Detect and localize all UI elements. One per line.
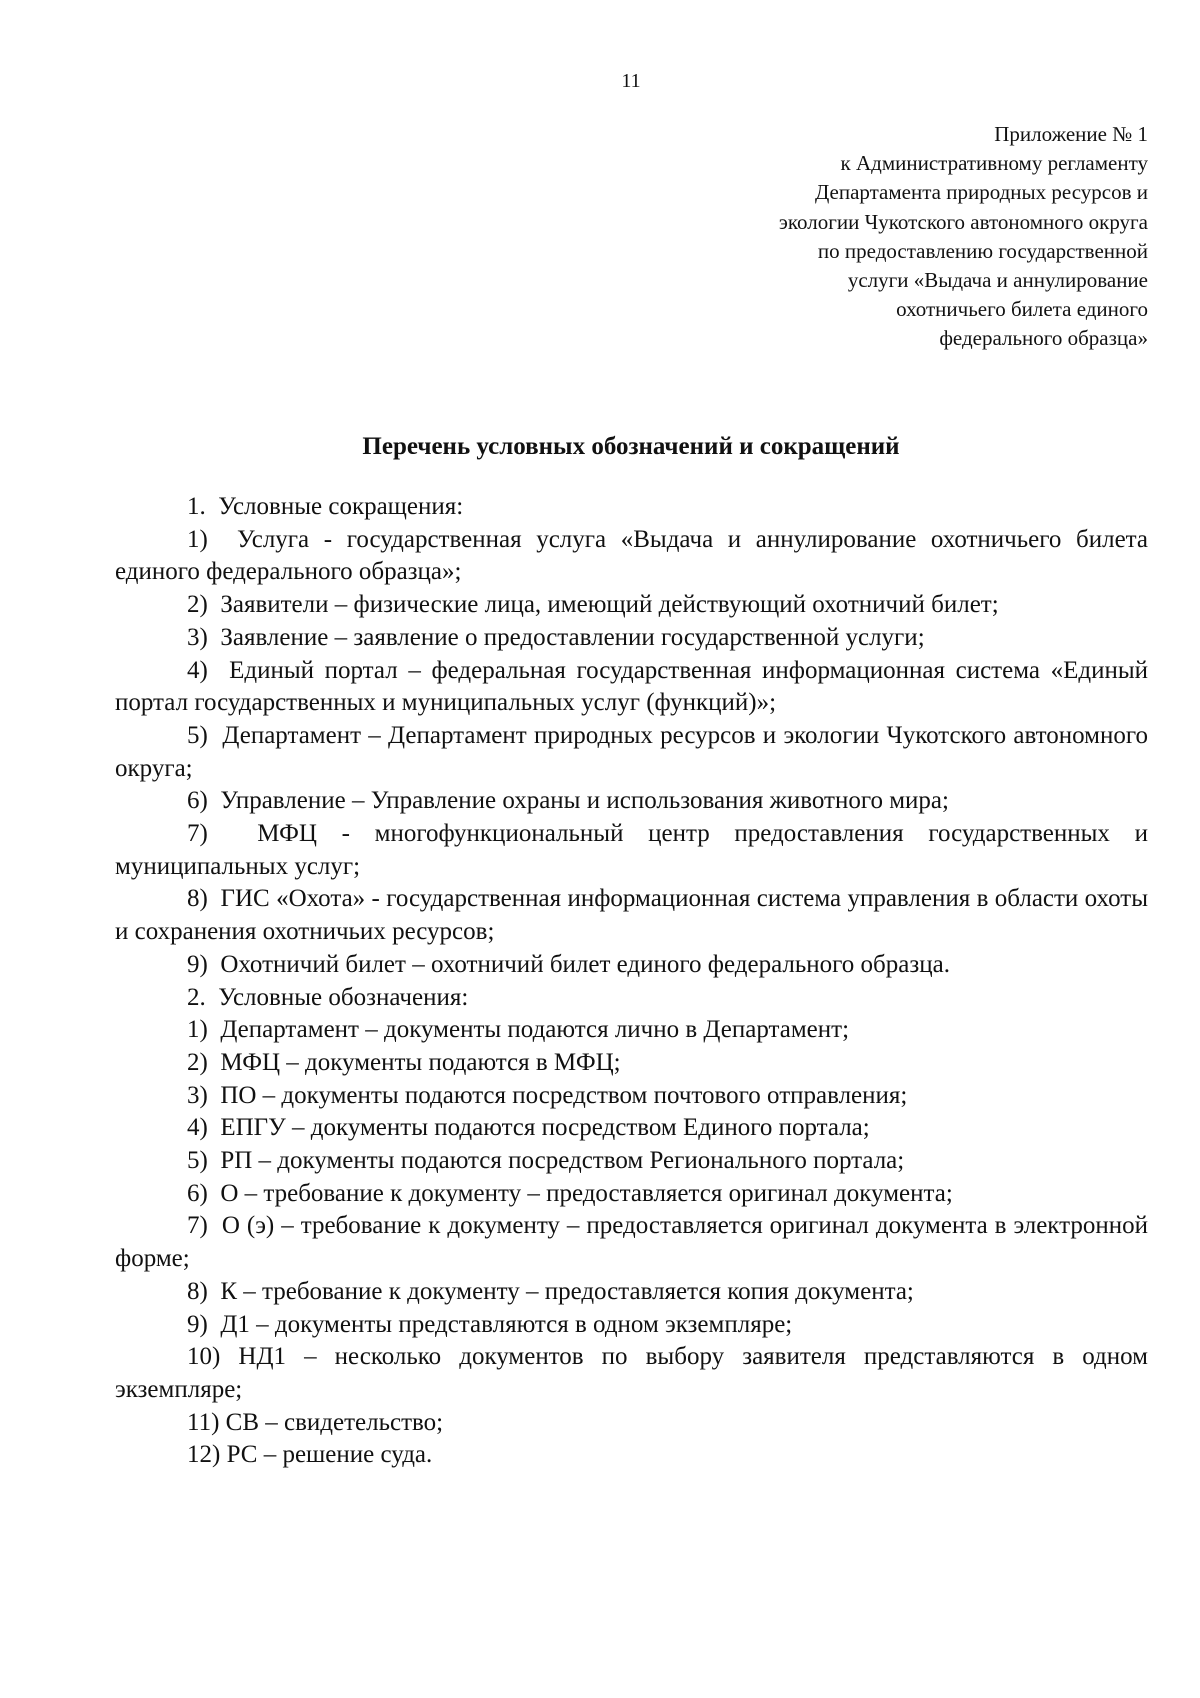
document-title: Перечень условных обозначений и сокращений (362, 433, 900, 460)
section-heading: 2. Условные обозначения: (187, 983, 469, 1011)
list-item: 5) Департамент – Департамент природных ресурсов и экологии Чукотского автономного округа; (115, 721, 1148, 782)
list-item: 8) ГИС «Охота» - государственная информационная система управления в области охоты и сохранения охотничьих ресурсов; (115, 885, 1148, 946)
list-item: 11) СВ – свидетельство; (187, 1408, 444, 1436)
page-number: 11 (621, 70, 641, 92)
appendix-line: Департамента природных ресурсов и (814, 180, 1148, 205)
list-item: 12) РС – решение суда. (187, 1441, 433, 1469)
appendix-line: федерального образца» (939, 326, 1148, 351)
appendix-line: по предоставлению государственной (817, 238, 1148, 263)
appendix-line: к Административному регламенту (840, 151, 1148, 176)
appendix-line: услуги «Выдача и аннулирование (847, 268, 1148, 293)
appendix-line: охотничьего билета единого (896, 297, 1148, 322)
list-item: 10) НД1 – несколько документов по выбору заявителя представляются в одном экземпляре; (115, 1343, 1148, 1403)
list-item: 7) О (э) – требование к документу – предоставляется оригинал документа в электронной форме; (115, 1212, 1148, 1273)
section-heading: 1. Условные сокращения: (187, 493, 464, 520)
list-item: 2) Заявители – физические лица, имеющий действующий охотничий билет; (187, 591, 999, 619)
document-body (115, 491, 1148, 1472)
list-item: 4) Единый портал – федеральная государственная информационная система «Единый портал государственных и муниципальных услуг (функций)»; (115, 656, 1148, 717)
list-item: 9) Охотничий билет – охотничий билет единого федерального образца. (187, 950, 950, 978)
list-item: 1) Департамент – документы подаются лично в Департамент; (187, 1016, 850, 1044)
list-item: 4) ЕПГУ – документы подаются посредством Единого портала; (187, 1114, 870, 1142)
list-item: 3) Заявление – заявление о предоставлении государственной услуги; (187, 623, 925, 651)
list-item: 2) МФЦ – документы подаются в МФЦ; (187, 1048, 621, 1076)
list-item: 6) О – требование к документу – предоставляется оригинал документа; (187, 1179, 953, 1207)
appendix-line: экологии Чукотского автономного округа (778, 209, 1148, 234)
list-item: 8) К – требование к документу – предоставляется копия документа; (187, 1277, 914, 1305)
list-item: 6) Управление – Управление охраны и использования животного мира; (187, 787, 949, 815)
list-item: 5) РП – документы подаются посредством Регионального портала; (187, 1147, 905, 1175)
list-item: 9) Д1 – документы представляются в одном экземпляре; (187, 1310, 793, 1338)
list-item: 3) ПО – документы подаются посредством почтового отправления; (187, 1081, 908, 1109)
appendix-header (588, 120, 1148, 354)
appendix-line: Приложение № 1 (994, 122, 1148, 146)
list-item: 7) МФЦ - многофункциональный центр предоставления государственных и муниципальных услуг; (115, 820, 1148, 880)
list-item: 1) Услуга - государственная услуга «Выдача и аннулирование охотничьего билета единого федерального образца»; (115, 525, 1148, 586)
